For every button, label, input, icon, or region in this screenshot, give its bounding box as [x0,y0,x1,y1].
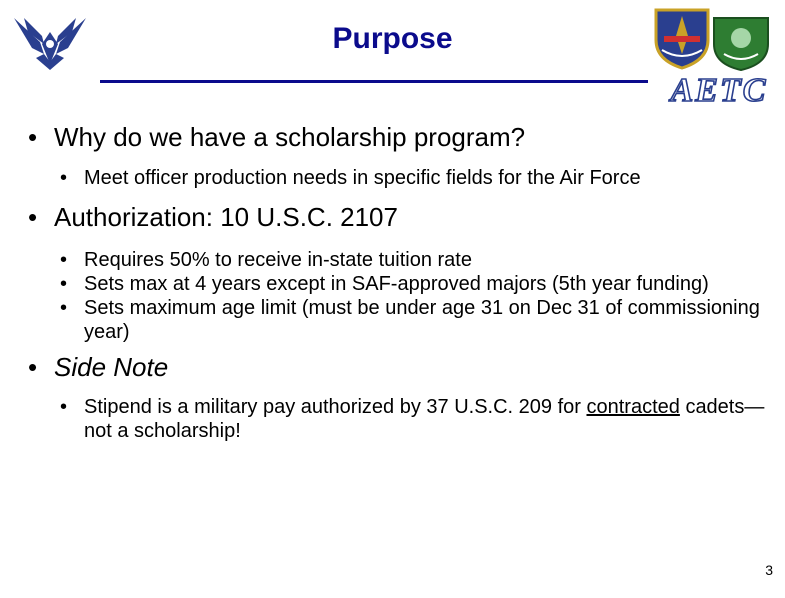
air-university-shield-icon [710,14,772,72]
sub-bullet-stipend [60,395,768,443]
sub-bullet-text: Requires 50% to receive in-state tuition rate [84,249,472,271]
sub-bullet-text: Meet officer production needs in specific fields for the Air Force [84,167,641,189]
bullet-dot: • [60,249,68,271]
bullet-dot: • [28,202,38,232]
sub-bullet-max-years [60,272,768,296]
sub-bullet-text-after: cadets—not a scholarship! [84,396,765,442]
svg-text:AETC: AETC [670,72,768,109]
bullet-dot: • [60,167,68,189]
bullet-dot: • [28,122,38,152]
sub-bullet-text: Sets max at 4 years except in SAF-approved majors (5th year funding) [84,273,709,295]
bullet-scholarship [28,122,768,153]
aetc-shield-icon [652,6,712,70]
slide-content [28,122,768,443]
bullet-dot: • [60,273,68,295]
sub-bullet-officer-production [60,166,768,190]
title-rule [100,80,648,83]
sub-bullet-age-limit [60,296,768,344]
underlined-word: contracted [586,396,680,418]
sub-bullet-text-before: Stipend is a military pay authorized by 37 U.S.C. 209 for [84,396,581,418]
bullet-side-note [28,352,768,383]
bullet-dot: • [28,352,38,382]
bullet-text: Why do we have a scholarship program? [54,122,526,152]
bullet-dot: • [60,297,68,319]
bullet-authorization [28,202,768,233]
bullet-text: Side Note [54,352,169,382]
sub-bullet-text: Sets maximum age limit (must be under age 31 on Dec 31 of commissioning year) [84,297,760,343]
bullet-dot: • [60,396,68,418]
aetc-logo [660,70,778,110]
slide-title: Purpose [332,22,453,55]
page-number: 3 [765,562,773,578]
sub-bullet-tuition [60,248,768,272]
bullet-text: Authorization: 10 U.S.C. 2107 [54,202,398,232]
